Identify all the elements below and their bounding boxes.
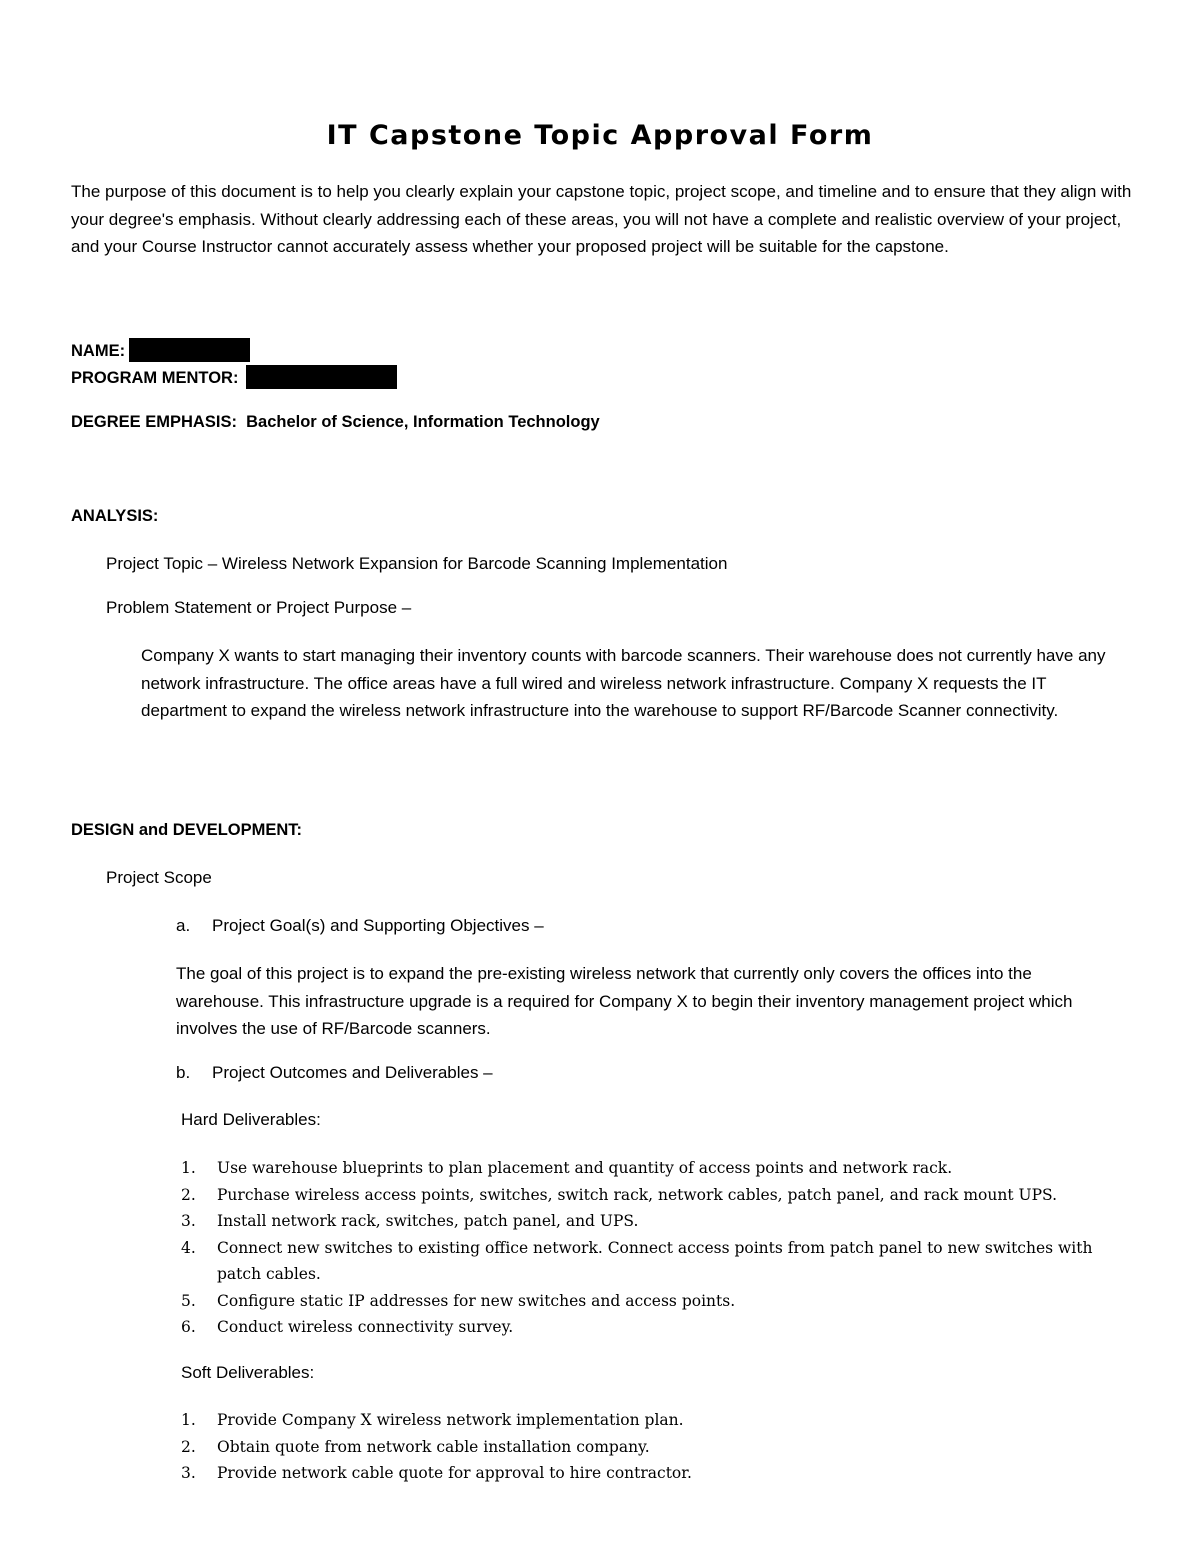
problem-statement-text: Company X wants to start managing their inventory counts with barcode scanners. Their warehouse does not currently have any network infrastructure. The office areas have a full wired and wireless network infrastructure. Company X requests the IT department to expand the wireless network infrastructure into the warehouse to support RF/Barcode Scanner connectivity. bbox=[141, 646, 1106, 720]
hard-deliverables-list bbox=[181, 1155, 1117, 1341]
list-item: 3. Install network rack, switches, patch panel, and UPS. bbox=[181, 1212, 639, 1230]
goal-label: Project Goal(s) and Supporting Objectives – bbox=[212, 916, 544, 935]
name-label: NAME: bbox=[71, 342, 126, 360]
analysis-heading: ANALYSIS: bbox=[71, 507, 159, 525]
list-item: 3. Provide network cable quote for approval to hire contractor. bbox=[181, 1464, 692, 1482]
project-scope-label: Project Scope bbox=[106, 868, 212, 887]
name-redaction bbox=[129, 338, 250, 362]
degree-field bbox=[71, 413, 600, 432]
list-item: 5. Configure static IP addresses for new switches and access points. bbox=[181, 1291, 736, 1310]
goal-text: The goal of this project is to expand the pre-existing wireless network that currently only covers the offices into the warehouse. This infrastructure upgrade is a required for Company X to begin their inventory management project which involves the use of RF/Barcode scanners. bbox=[176, 964, 1073, 1038]
hard-deliverables-label: Hard Deliverables: bbox=[181, 1110, 321, 1129]
name-field bbox=[71, 338, 250, 362]
form-title: IT Capstone Topic Approval Form bbox=[326, 120, 874, 151]
soft-deliverables-list bbox=[181, 1407, 1117, 1487]
list-item: 2. Purchase wireless access points, switches, switch rack, network cables, patch panel, and rack mount UPS. bbox=[181, 1185, 1057, 1204]
soft-deliverables-label: Soft Deliverables: bbox=[181, 1363, 315, 1382]
list-item: 6. Conduct wireless connectivity survey. bbox=[181, 1318, 514, 1336]
outcomes-label: Project Outcomes and Deliverables – bbox=[212, 1063, 493, 1082]
design-heading: DESIGN and DEVELOPMENT: bbox=[71, 821, 303, 839]
outcomes-marker: b. bbox=[176, 1063, 191, 1082]
problem-statement-label: Problem Statement or Project Purpose – bbox=[106, 598, 412, 617]
project-topic: Project Topic – Wireless Network Expansion for Barcode Scanning Implementation bbox=[106, 554, 728, 573]
degree-label: DEGREE EMPHASIS: bbox=[71, 413, 237, 431]
purpose-paragraph: The purpose of this document is to help you clearly explain your capstone topic, project scope, and timeline and to ensure that they align with your degree's emphasis. Without clearly addressing each of these areas, you will not have a complete and realistic overview of your project, and your Course Instructor cannot accurately assess whether your proposed project will be suitable for the capstone. bbox=[71, 182, 1132, 256]
mentor-redaction bbox=[246, 365, 397, 389]
list-item: 1. Use warehouse blueprints to plan placement and quantity of access points and network rack. bbox=[181, 1159, 953, 1177]
list-item: 2. Obtain quote from network cable installation company. bbox=[181, 1437, 650, 1456]
goal-item bbox=[176, 916, 544, 936]
mentor-label: PROGRAM MENTOR: bbox=[71, 369, 239, 387]
list-item: 1. Provide Company X wireless network implementation plan. bbox=[181, 1411, 684, 1429]
degree-value: Bachelor of Science, Information Technology bbox=[246, 413, 600, 431]
goal-marker: a. bbox=[176, 916, 191, 935]
mentor-field bbox=[71, 365, 397, 389]
outcomes-item bbox=[176, 1063, 493, 1083]
list-item: 4. Connect new switches to existing office network. Connect access points from patch panel to new switches with patch cables. bbox=[181, 1238, 1093, 1283]
